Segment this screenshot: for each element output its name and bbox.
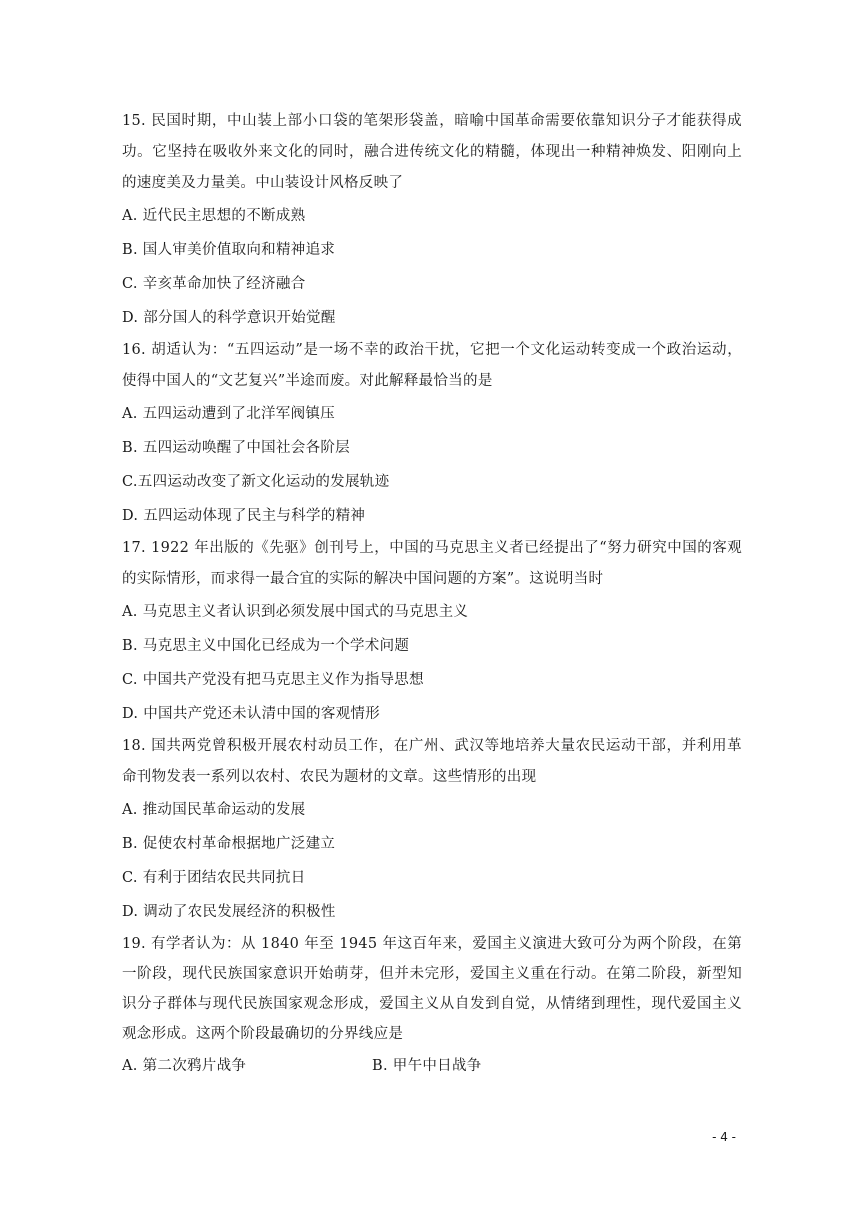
question-17: [122, 533, 742, 731]
option-a: A. 五四运动遭到了北洋军阀镇压: [122, 406, 335, 422]
page-number: - 4 -: [712, 1130, 736, 1144]
option-b: B. 五四运动唤醒了中国社会各阶层: [122, 440, 350, 456]
question-16: [122, 335, 742, 533]
option-b: B. 甲午中日战争: [372, 1058, 482, 1074]
option-a: A. 近代民主思想的不断成熟: [122, 208, 306, 224]
option-a: A. 第二次鸦片战争: [122, 1058, 247, 1074]
question-19: [122, 929, 742, 1083]
option-d: D. 中国共产党还未认清中国的客观情形: [122, 706, 381, 722]
question-stem: 19. 有学者认为：从 1840 年至 1945 年这百年来，爱国主义演进大致可分为两个阶段，在第一阶段，现代民族国家意识开始萌芽，但并未完形，爱国主义重在行动。在第二阶段，新型知识分子群体与现代民族国家观念形成，爱国主义从自发到自觉，从情绪到理性，现代爱国主义观念形成。这两个阶段最确切的分界线应是: [122, 936, 742, 1042]
option-a: A. 马克思主义者认识到必须发展中国式的马克思主义: [122, 604, 469, 620]
option-b: B. 马克思主义中国化已经成为一个学术问题: [122, 638, 410, 654]
question-18: [122, 731, 742, 929]
option-row: [122, 1049, 742, 1083]
option-c: C.五四运动改变了新文化运动的发展轨迹: [122, 474, 390, 490]
option-d: D. 调动了农民发展经济的积极性: [122, 904, 336, 920]
option-c: C. 辛亥革命加快了经济融合: [122, 276, 306, 292]
option-b: B. 促使农村革命根据地广泛建立: [122, 836, 336, 852]
option-d: D. 部分国人的科学意识开始觉醒: [122, 310, 336, 326]
question-list: [122, 106, 742, 1083]
option-d: D. 五四运动体现了民主与科学的精神: [122, 508, 366, 524]
option-a: A. 推动国民革命运动的发展: [122, 802, 306, 818]
option-c: C. 中国共产党没有把马克思主义作为指导思想: [122, 672, 424, 688]
question-stem: 17. 1922 年出版的《先驱》创刊号上，中国的马克思主义者已经提出了“努力研究中国的客观的实际情形，而求得一最合宜的实际的解决中国问题的方案”。这说明当时: [122, 540, 742, 587]
option-b: B. 国人审美价值取向和精神追求: [122, 242, 336, 258]
question-stem: 18. 国共两党曾积极开展农村动员工作，在广州、武汉等地培养大量农民运动干部，并利用革命刊物发表一系列以农村、农民为题材的文章。这些情形的出现: [122, 738, 742, 785]
question-stem: 15. 民国时期，中山装上部小口袋的笔架形袋盖，暗喻中国革命需要依靠知识分子才能获得成功。它坚持在吸收外来文化的同时，融合进传统文化的精髓，体现出一种精神焕发、阳刚向上的速度美及力量美。中山装设计风格反映了: [122, 113, 742, 191]
question-stem: 16. 胡适认为：“五四运动”是一场不幸的政治干扰，它把一个文化运动转变成一个政治运动，使得中国人的“文艺复兴”半途而废。对此解释最恰当的是: [122, 342, 742, 389]
question-15: [122, 106, 742, 335]
option-c: C. 有利于团结农民共同抗日: [122, 870, 306, 886]
